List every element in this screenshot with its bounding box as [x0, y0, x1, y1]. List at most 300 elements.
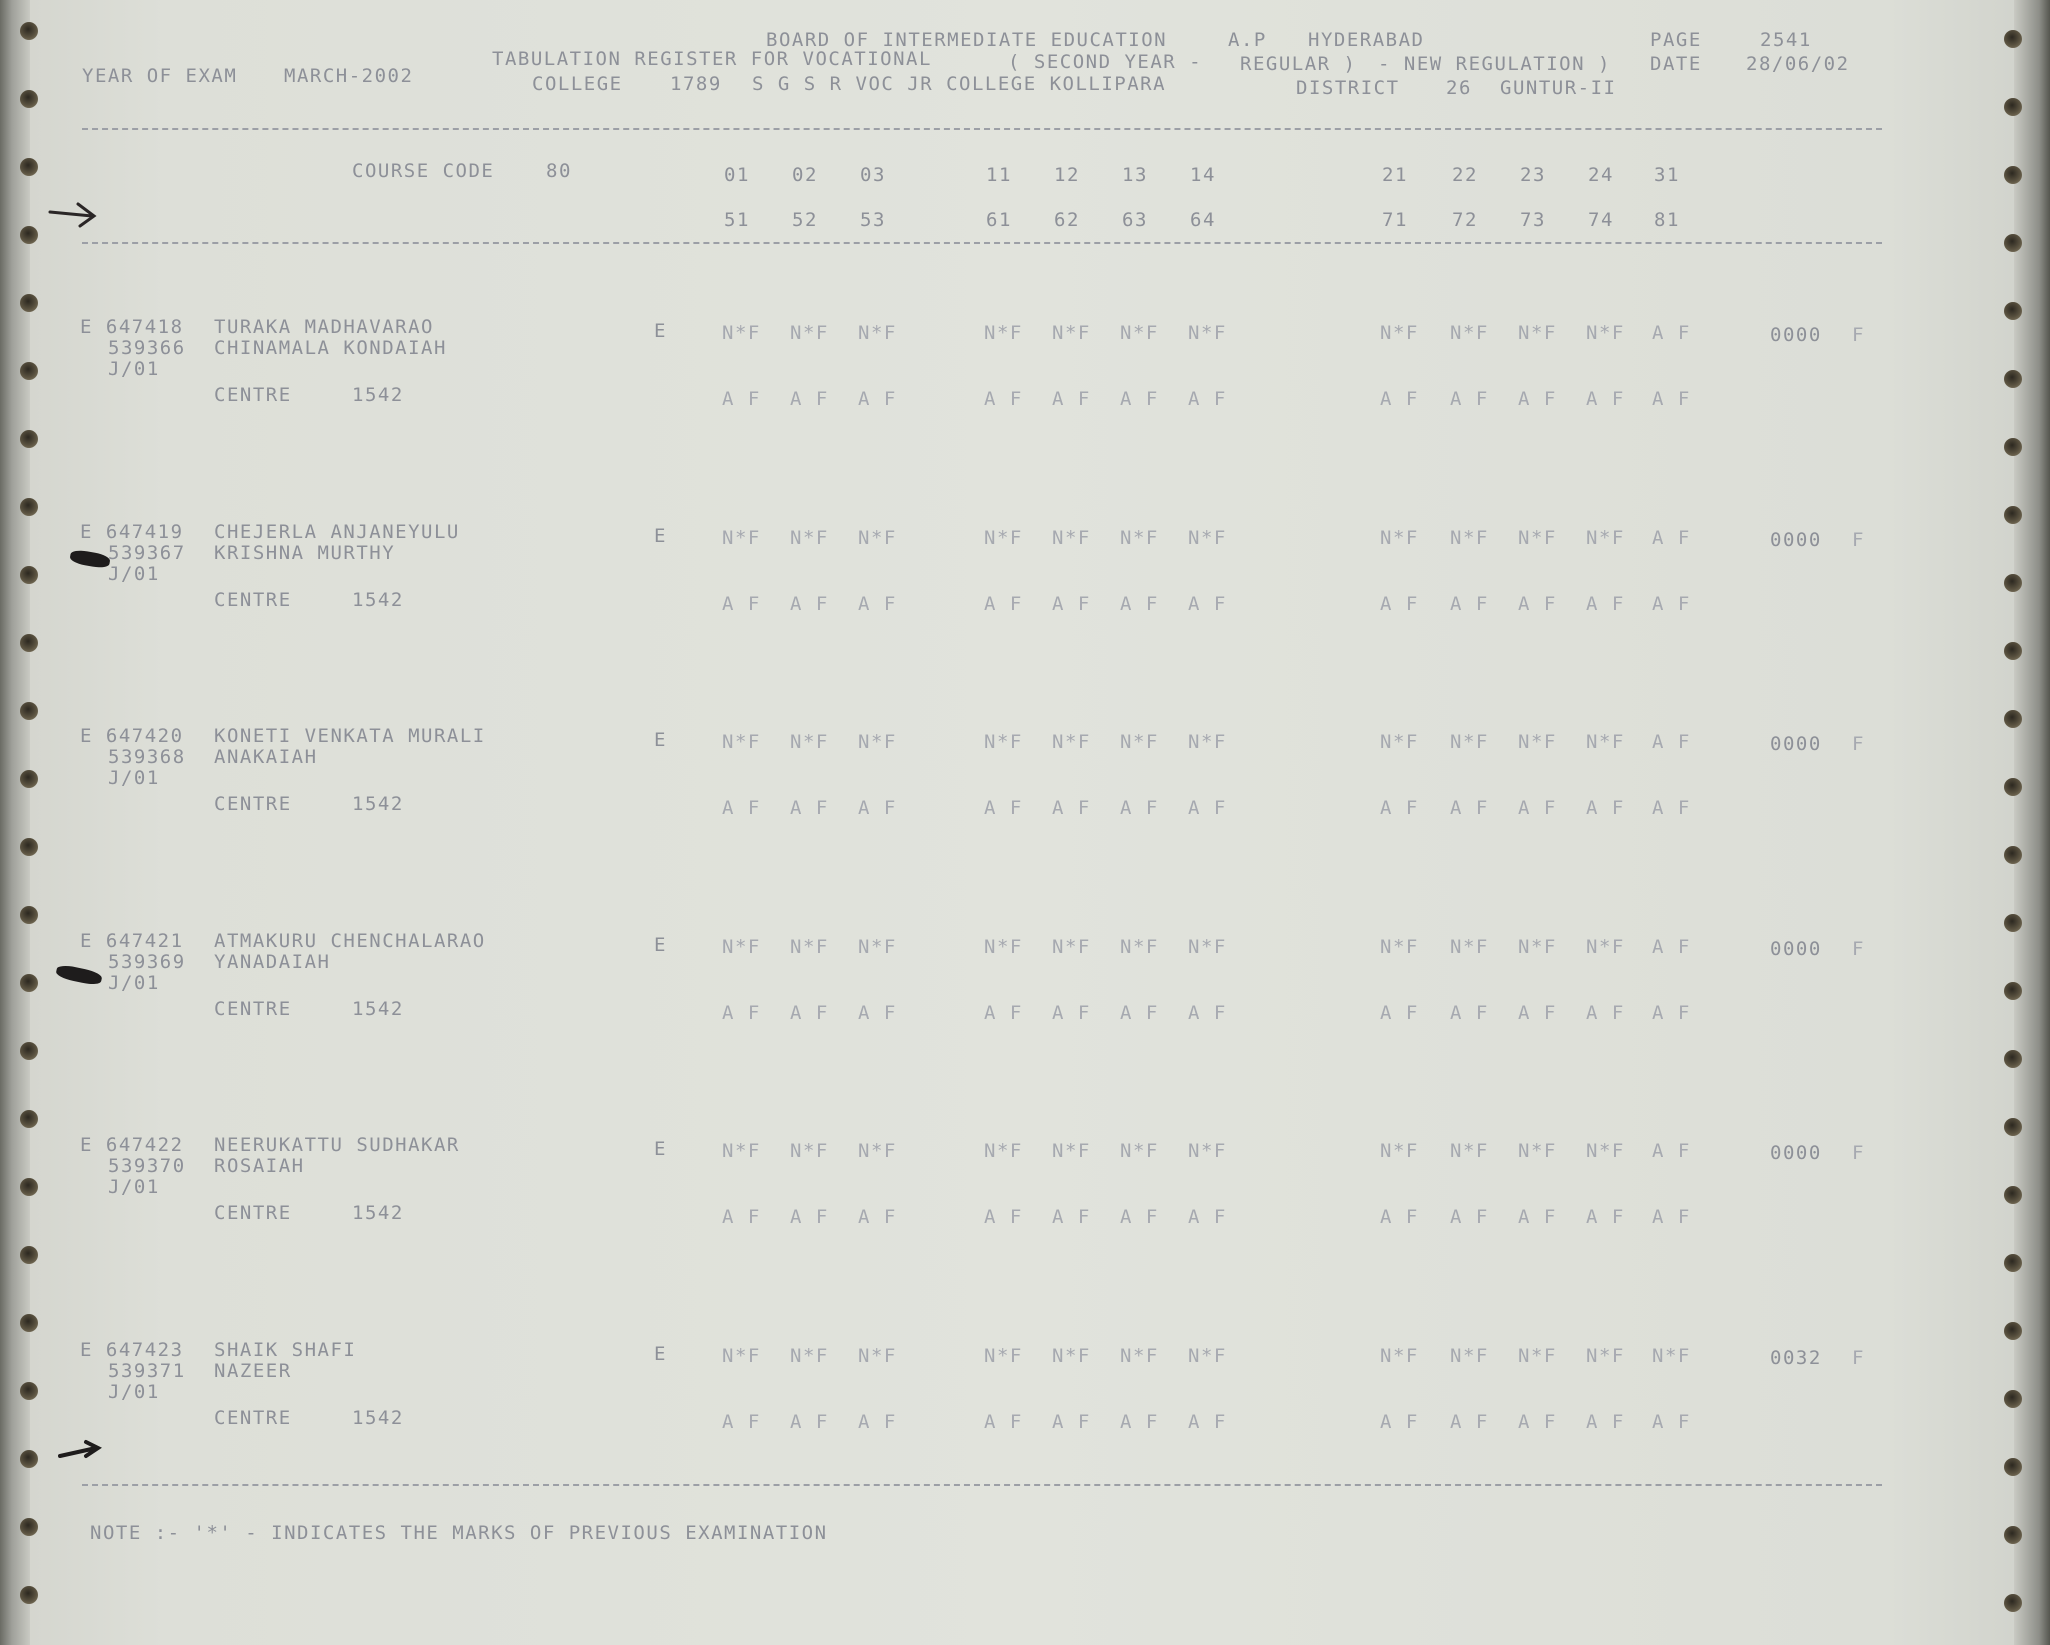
subject-mark-bottom: A F: [1380, 388, 1419, 410]
sprocket-hole: [2004, 30, 2022, 48]
subject-mark-top: N*F: [1188, 526, 1227, 549]
subject-mark-bottom: A F: [1188, 1001, 1227, 1024]
subject-mark-top: N*F: [1052, 1140, 1091, 1162]
subject-mark-top: N*F: [790, 1344, 829, 1367]
subject-mark-bottom: A F: [1188, 1206, 1227, 1228]
registration-number: 539369: [108, 950, 186, 973]
hall-ticket-number: E 647423: [80, 1338, 184, 1361]
sprocket-hole: [2004, 506, 2022, 524]
column-code-bottom: 53: [860, 209, 886, 231]
subject-mark-bottom: A F: [1188, 388, 1227, 410]
subject-mark-top: N*F: [1586, 1344, 1625, 1367]
subject-mark-top: N*F: [790, 322, 829, 344]
subject-mark-bottom: A F: [1518, 1410, 1557, 1433]
subject-mark-bottom: A F: [1380, 1206, 1419, 1228]
column-code-bottom: 52: [792, 209, 818, 231]
subject-mark-bottom: A F: [1188, 592, 1227, 615]
sprocket-hole: [20, 838, 38, 856]
sprocket-hole: [2004, 1458, 2022, 1476]
centre-number: 1542: [352, 384, 404, 406]
centre-label: CENTRE: [214, 588, 292, 611]
subject-mark-bottom: A F: [984, 388, 1023, 410]
sprocket-hole: [20, 1314, 38, 1332]
subject-mark-bottom: A F: [1450, 797, 1489, 819]
subject-mark-bottom: A F: [1450, 388, 1489, 410]
centre-number: 1542: [352, 1406, 404, 1429]
sprocket-hole: [2004, 574, 2022, 592]
total-marks: 0000: [1770, 937, 1822, 960]
hall-ticket-number: E 647419: [80, 520, 184, 543]
subject-mark-bottom: A F: [1586, 1206, 1625, 1228]
batch-code: J/01: [108, 562, 160, 585]
sprocket-hole: [20, 1110, 38, 1128]
subject-mark-top: N*F: [722, 731, 761, 753]
sprocket-hole: [20, 226, 38, 244]
subject-mark-bottom: A F: [858, 388, 897, 410]
column-code-bottom: 64: [1190, 209, 1216, 231]
subject-mark-top: N*F: [1518, 935, 1557, 958]
medium-code: E: [654, 1342, 667, 1365]
father-name: CHINAMALA KONDAIAH: [214, 337, 447, 359]
subject-mark-top: N*F: [984, 1140, 1023, 1162]
subject-mark-top: N*F: [858, 935, 897, 958]
student-name: NEERUKATTU SUDHAKAR: [214, 1134, 460, 1156]
subject-mark-top: N*F: [1518, 731, 1557, 753]
medium-code: E: [654, 524, 667, 547]
subject-mark-top: N*F: [1450, 731, 1489, 753]
batch-code: J/01: [108, 767, 160, 789]
centre-label: CENTRE: [214, 1202, 292, 1224]
hall-ticket-number: E 647422: [80, 1134, 184, 1156]
sprocket-hole: [2004, 1526, 2022, 1544]
subject-mark-bottom: A F: [1518, 592, 1557, 615]
column-code-top: 02: [792, 164, 818, 186]
sprocket-hole: [20, 1382, 38, 1400]
subject-mark-bottom: A F: [1120, 1410, 1159, 1433]
column-code-top: 12: [1054, 164, 1080, 186]
district-name: GUNTUR-II: [1500, 77, 1617, 99]
register-year: ( SECOND YEAR -: [1008, 51, 1203, 73]
father-name: KRISHNA MURTHY: [214, 541, 396, 564]
medium-code: E: [654, 1138, 667, 1160]
column-code-bottom: 81: [1654, 209, 1680, 231]
sprocket-hole: [20, 1450, 38, 1468]
subject-mark-bottom: A F: [1652, 388, 1691, 410]
sprocket-hole: [2004, 846, 2022, 864]
sprocket-hole: [2004, 982, 2022, 1000]
column-code-top: 01: [724, 164, 750, 186]
subject-mark-top: N*F: [1518, 1140, 1557, 1162]
sprocket-hole: [2004, 438, 2022, 456]
sprocket-hole: [2004, 234, 2022, 252]
sprocket-hole: [20, 974, 38, 992]
subject-mark-top: A F: [1652, 526, 1691, 549]
subject-mark-bottom: A F: [984, 797, 1023, 819]
subject-mark-top: N*F: [1120, 731, 1159, 753]
sprocket-hole: [2004, 914, 2022, 932]
subject-mark-bottom: A F: [1120, 592, 1159, 615]
medium-code: E: [654, 320, 667, 342]
footer-note: NOTE :- '*' - INDICATES THE MARKS OF PREVIOUS EXAMINATION: [90, 1522, 828, 1544]
subject-mark-bottom: A F: [1052, 1206, 1091, 1228]
subject-mark-bottom: A F: [1450, 1410, 1489, 1433]
subject-mark-bottom: A F: [1380, 592, 1419, 615]
subject-mark-bottom: A F: [722, 1206, 761, 1228]
sprocket-hole: [2004, 98, 2022, 116]
subject-mark-top: N*F: [858, 731, 897, 753]
subject-mark-bottom: A F: [1052, 797, 1091, 819]
date-label: DATE: [1650, 53, 1702, 75]
sprocket-hole: [20, 158, 38, 176]
subject-mark-top: N*F: [1188, 731, 1227, 753]
subject-mark-bottom: A F: [722, 797, 761, 819]
father-name: NAZEER: [214, 1359, 292, 1382]
subject-mark-bottom: A F: [790, 388, 829, 410]
hall-ticket-number: E 647418: [80, 316, 184, 338]
sprocket-hole: [20, 566, 38, 584]
sprocket-hole: [20, 498, 38, 516]
sprocket-hole: [20, 1042, 38, 1060]
subject-mark-bottom: A F: [722, 592, 761, 615]
result-code: F: [1852, 324, 1865, 346]
sprocket-hole: [20, 770, 38, 788]
subject-mark-top: N*F: [1450, 1344, 1489, 1367]
subject-mark-bottom: A F: [1052, 1001, 1091, 1024]
state-name: A.P: [1228, 29, 1267, 51]
centre-label: CENTRE: [214, 1406, 292, 1429]
subject-mark-top: N*F: [858, 1344, 897, 1367]
subject-mark-top: A F: [1652, 935, 1691, 958]
subject-mark-top: N*F: [858, 322, 897, 344]
registration-number: 539370: [108, 1155, 186, 1177]
subject-mark-bottom: A F: [1518, 797, 1557, 819]
pen-arrow-mark-top: [48, 198, 102, 228]
subject-mark-bottom: A F: [790, 1410, 829, 1433]
hall-ticket-number: E 647420: [80, 725, 184, 747]
subject-mark-top: N*F: [1188, 1344, 1227, 1367]
register-title: TABULATION REGISTER FOR VOCATIONAL: [492, 48, 932, 70]
subject-mark-bottom: A F: [984, 1001, 1023, 1024]
student-name: SHAIK SHAFI: [214, 1338, 357, 1361]
total-marks: 0032: [1770, 1346, 1822, 1369]
result-code: F: [1852, 1142, 1865, 1164]
subject-mark-bottom: A F: [1188, 797, 1227, 819]
sprocket-hole: [20, 294, 38, 312]
centre-number: 1542: [352, 1202, 404, 1224]
subject-mark-bottom: A F: [1586, 388, 1625, 410]
student-name: ATMAKURU CHENCHALARAO: [214, 929, 486, 952]
sprocket-hole: [20, 1518, 38, 1536]
sprocket-hole: [2004, 1594, 2022, 1612]
subject-mark-bottom: A F: [790, 1001, 829, 1024]
college-label: COLLEGE: [532, 73, 623, 95]
column-code-top: 21: [1382, 164, 1408, 186]
column-code-bottom: 63: [1122, 209, 1148, 231]
subject-mark-bottom: A F: [1518, 388, 1557, 410]
column-code-bottom: 62: [1054, 209, 1080, 231]
sprocket-hole: [20, 90, 38, 108]
sprocket-hole: [20, 1178, 38, 1196]
column-divider: [82, 242, 1882, 244]
date-value: 28/06/02: [1746, 53, 1850, 75]
subject-mark-top: N*F: [1052, 1344, 1091, 1367]
page-number: 2541: [1760, 29, 1812, 51]
batch-code: J/01: [108, 358, 160, 380]
sprocket-hole: [2004, 1254, 2022, 1272]
student-name: CHEJERLA ANJANEYULU: [214, 520, 460, 543]
subject-mark-bottom: A F: [722, 1410, 761, 1433]
sprocket-hole: [20, 1586, 38, 1604]
subject-mark-top: N*F: [1120, 1344, 1159, 1367]
ink-smudge-1: [69, 549, 111, 570]
result-code: F: [1852, 528, 1865, 551]
district-code: 26: [1446, 77, 1472, 99]
subject-mark-bottom: A F: [1652, 592, 1691, 615]
subject-mark-bottom: A F: [1450, 1001, 1489, 1024]
column-code-top: 22: [1452, 164, 1478, 186]
column-code-bottom: 74: [1588, 209, 1614, 231]
subject-mark-bottom: A F: [1652, 797, 1691, 819]
course-code-label: COURSE CODE: [352, 160, 495, 182]
subject-mark-top: N*F: [1586, 935, 1625, 958]
subject-mark-top: N*F: [1652, 1344, 1691, 1367]
subject-mark-top: N*F: [790, 935, 829, 958]
batch-code: J/01: [108, 1176, 160, 1198]
sprocket-hole: [2004, 166, 2022, 184]
sprocket-hole: [20, 1246, 38, 1264]
ink-smudge-2: [55, 963, 103, 986]
sprocket-hole: [20, 634, 38, 652]
father-name: YANADAIAH: [214, 950, 331, 973]
sprocket-hole: [2004, 778, 2022, 796]
subject-mark-bottom: A F: [1052, 388, 1091, 410]
subject-mark-bottom: A F: [1120, 388, 1159, 410]
subject-mark-bottom: A F: [858, 1410, 897, 1433]
sprocket-hole: [2004, 710, 2022, 728]
subject-mark-top: N*F: [1586, 1140, 1625, 1162]
student-name: TURAKA MADHAVARAO: [214, 316, 434, 338]
subject-mark-top: N*F: [1450, 935, 1489, 958]
district-label: DISTRICT: [1296, 77, 1400, 99]
subject-mark-bottom: A F: [722, 388, 761, 410]
subject-mark-top: N*F: [1120, 322, 1159, 344]
subject-mark-top: N*F: [1380, 935, 1419, 958]
subject-mark-top: N*F: [1052, 526, 1091, 549]
subject-mark-bottom: A F: [790, 1206, 829, 1228]
subject-mark-top: N*F: [790, 526, 829, 549]
column-code-top: 31: [1654, 164, 1680, 186]
subject-mark-top: N*F: [722, 322, 761, 344]
subject-mark-top: N*F: [984, 731, 1023, 753]
subject-mark-top: A F: [1652, 1140, 1691, 1162]
subject-mark-top: N*F: [1120, 935, 1159, 958]
subject-mark-bottom: A F: [858, 1206, 897, 1228]
column-code-top: 11: [986, 164, 1012, 186]
subject-mark-bottom: A F: [1518, 1206, 1557, 1228]
subject-mark-bottom: A F: [1450, 592, 1489, 615]
sprocket-hole: [20, 702, 38, 720]
hall-ticket-number: E 647421: [80, 929, 184, 952]
column-code-bottom: 72: [1452, 209, 1478, 231]
column-code-bottom: 61: [986, 209, 1012, 231]
subject-mark-bottom: A F: [858, 1001, 897, 1024]
subject-mark-top: N*F: [1380, 1344, 1419, 1367]
year-value: MARCH-2002: [284, 65, 414, 87]
subject-mark-top: N*F: [790, 731, 829, 753]
subject-mark-bottom: A F: [1586, 797, 1625, 819]
total-marks: 0000: [1770, 733, 1822, 755]
subject-mark-bottom: A F: [984, 1410, 1023, 1433]
subject-mark-top: N*F: [722, 1344, 761, 1367]
subject-mark-bottom: A F: [790, 797, 829, 819]
column-code-bottom: 51: [724, 209, 750, 231]
subject-mark-bottom: A F: [858, 797, 897, 819]
subject-mark-bottom: A F: [1518, 1001, 1557, 1024]
subject-mark-bottom: A F: [1120, 1001, 1159, 1024]
sprocket-hole: [2004, 1390, 2022, 1408]
subject-mark-bottom: A F: [1380, 797, 1419, 819]
sprocket-hole: [2004, 1050, 2022, 1068]
sprocket-hole: [20, 906, 38, 924]
board-name: BOARD OF INTERMEDIATE EDUCATION: [766, 29, 1168, 51]
subject-mark-top: N*F: [1188, 935, 1227, 958]
subject-mark-top: A F: [1652, 322, 1691, 344]
column-code-top: 03: [860, 164, 886, 186]
subject-mark-top: N*F: [722, 935, 761, 958]
column-code-bottom: 73: [1520, 209, 1546, 231]
footer-divider: [82, 1484, 1882, 1486]
subject-mark-top: N*F: [1188, 1140, 1227, 1162]
subject-mark-top: A F: [1652, 731, 1691, 753]
subject-mark-bottom: A F: [790, 592, 829, 615]
subject-mark-top: N*F: [1518, 1344, 1557, 1367]
sprocket-hole: [2004, 1322, 2022, 1340]
subject-mark-bottom: A F: [858, 592, 897, 615]
father-name: ROSAIAH: [214, 1155, 305, 1177]
father-name: ANAKAIAH: [214, 746, 318, 768]
subject-mark-top: N*F: [1586, 322, 1625, 344]
batch-code: J/01: [108, 971, 160, 994]
column-code-top: 13: [1122, 164, 1148, 186]
course-code-value: 80: [546, 160, 572, 182]
subject-mark-bottom: A F: [1188, 1410, 1227, 1433]
column-code-top: 24: [1588, 164, 1614, 186]
column-code-bottom: 71: [1382, 209, 1408, 231]
subject-mark-top: N*F: [1120, 526, 1159, 549]
subject-mark-bottom: A F: [1120, 1206, 1159, 1228]
subject-mark-top: N*F: [1450, 1140, 1489, 1162]
subject-mark-top: N*F: [984, 322, 1023, 344]
subject-mark-bottom: A F: [984, 1206, 1023, 1228]
subject-mark-top: N*F: [1518, 526, 1557, 549]
pen-arrow-mark-bottom: [56, 1436, 104, 1462]
city-name: HYDERABAD: [1308, 29, 1425, 51]
batch-code: J/01: [108, 1380, 160, 1403]
result-code: F: [1852, 937, 1865, 960]
total-marks: 0000: [1770, 324, 1822, 346]
sprocket-hole: [20, 22, 38, 40]
sprocket-hole: [2004, 642, 2022, 660]
subject-mark-bottom: A F: [1586, 592, 1625, 615]
regulation-label: - NEW REGULATION ): [1378, 53, 1611, 75]
subject-mark-bottom: A F: [1652, 1001, 1691, 1024]
subject-mark-top: N*F: [790, 1140, 829, 1162]
sprocket-hole: [2004, 1186, 2022, 1204]
subject-mark-top: N*F: [722, 526, 761, 549]
college-code: 1789: [670, 73, 722, 95]
result-code: F: [1852, 733, 1865, 755]
subject-mark-top: N*F: [984, 1344, 1023, 1367]
subject-mark-bottom: A F: [1120, 797, 1159, 819]
subject-mark-top: N*F: [1450, 322, 1489, 344]
centre-number: 1542: [352, 793, 404, 815]
subject-mark-top: N*F: [1052, 935, 1091, 958]
page-label: PAGE: [1650, 29, 1702, 51]
subject-mark-top: N*F: [1586, 731, 1625, 753]
subject-mark-bottom: A F: [1380, 1410, 1419, 1433]
subject-mark-top: N*F: [1380, 731, 1419, 753]
subject-mark-top: N*F: [1380, 1140, 1419, 1162]
total-marks: 0000: [1770, 1142, 1822, 1164]
subject-mark-bottom: A F: [722, 1001, 761, 1024]
subject-mark-top: N*F: [1380, 322, 1419, 344]
regular-label: REGULAR ): [1240, 53, 1357, 75]
student-name: KONETI VENKATA MURALI: [214, 725, 486, 747]
sprocket-hole: [20, 430, 38, 448]
subject-mark-top: N*F: [1188, 322, 1227, 344]
subject-mark-top: N*F: [1586, 526, 1625, 549]
sprocket-hole: [2004, 302, 2022, 320]
subject-mark-bottom: A F: [1052, 592, 1091, 615]
subject-mark-top: N*F: [1120, 1140, 1159, 1162]
subject-mark-top: N*F: [1518, 322, 1557, 344]
centre-number: 1542: [352, 588, 404, 611]
subject-mark-bottom: A F: [1652, 1410, 1691, 1433]
subject-mark-top: N*F: [984, 935, 1023, 958]
subject-mark-top: N*F: [1380, 526, 1419, 549]
year-label: YEAR OF EXAM: [82, 65, 238, 87]
subject-mark-top: N*F: [858, 1140, 897, 1162]
sprocket-hole: [2004, 370, 2022, 388]
subject-mark-bottom: A F: [1586, 1001, 1625, 1024]
registration-number: 539371: [108, 1359, 186, 1382]
subject-mark-bottom: A F: [1586, 1410, 1625, 1433]
centre-label: CENTRE: [214, 793, 292, 815]
subject-mark-bottom: A F: [984, 592, 1023, 615]
column-code-top: 14: [1190, 164, 1216, 186]
registration-number: 539366: [108, 337, 186, 359]
registration-number: 539368: [108, 746, 186, 768]
column-code-top: 23: [1520, 164, 1546, 186]
centre-label: CENTRE: [214, 384, 292, 406]
centre-label: CENTRE: [214, 997, 292, 1020]
subject-mark-top: N*F: [858, 526, 897, 549]
subject-mark-top: N*F: [1052, 731, 1091, 753]
sprocket-hole: [20, 362, 38, 380]
centre-number: 1542: [352, 997, 404, 1020]
subject-mark-top: N*F: [722, 1140, 761, 1162]
header-divider: [82, 128, 1882, 130]
total-marks: 0000: [1770, 528, 1822, 551]
medium-code: E: [654, 933, 667, 956]
subject-mark-bottom: A F: [1052, 1410, 1091, 1433]
subject-mark-bottom: A F: [1450, 1206, 1489, 1228]
sprocket-hole: [2004, 1118, 2022, 1136]
subject-mark-top: N*F: [1450, 526, 1489, 549]
subject-mark-top: N*F: [1052, 322, 1091, 344]
result-code: F: [1852, 1346, 1865, 1369]
subject-mark-bottom: A F: [1652, 1206, 1691, 1228]
